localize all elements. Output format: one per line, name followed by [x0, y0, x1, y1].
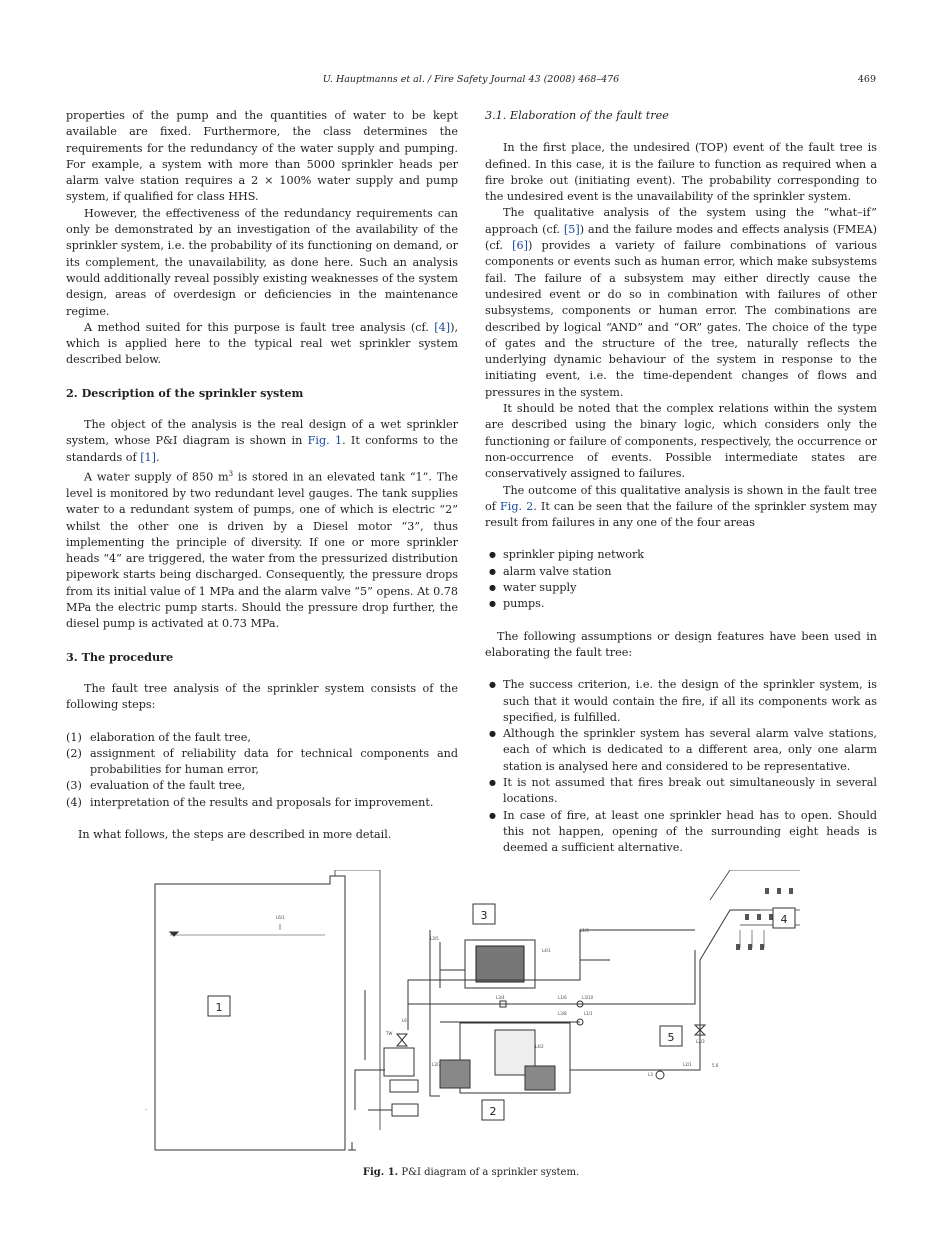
svg-text:L3/10: L3/10 — [582, 995, 594, 1000]
jockey-pump — [525, 1066, 555, 1090]
citation-link[interactable]: [4] — [434, 320, 451, 334]
right-column — [485, 108, 877, 856]
list-item: ● Although the sprinkler system has several alarm valve stations, each of which is dedicated to a different area, only one alarm station is analysed here and considered to be representative. — [485, 726, 877, 775]
svg-text:5.6: 5.6 — [712, 1063, 719, 1068]
list-item: ● pumps. — [485, 596, 877, 612]
diesel-engine — [476, 946, 524, 982]
drain-box — [390, 1080, 418, 1092]
svg-text:L1/6: L1/6 — [558, 995, 567, 1000]
citation-link[interactable]: [1] — [140, 450, 157, 464]
electric-pump — [440, 1060, 470, 1088]
list-item: (2) assignment of reliability data for technical components and probabilities for human error, — [66, 746, 458, 777]
svg-text:L2/1: L2/1 — [683, 1062, 692, 1067]
diesel-label: 3 — [480, 909, 488, 922]
pid-diagram — [140, 870, 800, 1160]
caption-label: Fig. 1. — [362, 1167, 399, 1178]
level-marker-icon — [170, 932, 178, 936]
valve-box — [384, 1048, 414, 1076]
assumptions-list — [485, 677, 877, 856]
paragraph: The following assumptions or design features have been used in elaborating the fault tree: — [485, 629, 877, 659]
paragraph: In what follows, the steps are described in more detail. — [78, 828, 392, 842]
paragraph: A water supply of 850 $m^3$ is stored in an elevated tank “1”. The level is monitored by two redundant level gauges. The tank supplies water to a redundant system of pumps, one of which is electric “2” whilst the other one is driven by a Diesel motor “3”, thus implementing the principle of diversity. If one or more sprinkler heads “4” are triggered, the water from the pressurized distribution pipework starts being discharged. Consequently, the pressure drops from its initial value of 1 MPa and the alarm valve “5” opens. At 0.78 MPa the electric pump starts. Should the pressure drop further, the diesel pump is activated at 0.73 MPa. — [66, 469, 459, 631]
list-item: (3) evaluation of the fault tree, — [66, 779, 246, 793]
subsection-heading: 3.1. Elaboration of the fault tree — [485, 109, 669, 122]
section-heading: 3. The procedure — [66, 649, 174, 664]
caption-text: P&I diagram of a sprinkler system. — [401, 1167, 580, 1178]
svg-text:L3: L3 — [648, 1072, 653, 1077]
figure-caption — [66, 1167, 876, 1178]
tank-outline — [155, 876, 345, 1150]
citation-link[interactable]: [6] — [512, 239, 528, 253]
svg-text:L4/2: L4/2 — [535, 1044, 544, 1049]
alarm-valve-label: 5 — [667, 1031, 675, 1044]
paragraph: It should be noted that the complex relations within the system are described using the binary logic, which considers only the functioning or failure of components, respectively, the occurrence or non-occurrence of events. Possible intermediate states are conservatively assigned to failures. — [485, 402, 877, 481]
svg-text:L3/7: L3/7 — [432, 1062, 441, 1067]
svg-text:L2/3: L2/3 — [696, 1039, 705, 1044]
page-number: 469 — [857, 74, 876, 85]
svg-text:-: - — [145, 1107, 147, 1113]
list-item: ● alarm valve station — [485, 564, 877, 580]
running-head: U. Hauptmanns et al. / Fire Safety Journal 43 (2008) 468–476 — [322, 74, 620, 85]
paragraph: The qualitative analysis of the system using the “what–if” approach (cf. [5]) and the failure modes and effects analysis (FMEA) (cf. [6]) provides a variety of failure combinations of various components or events such as human error, which make subsystems fail. The failure of a subsystem may either directly cause the undesired event or do so in combination with failures of other subsystems, components or human error. The combinations are described by logical “AND” and “OR” gates. The choice of the type of gates and the structure of the tree, naturally reflects the underlying dynamic behaviour of the system in response to the initiating event, i.e. the time-dependent changes of flows and pressures in the system. — [485, 206, 878, 399]
svg-text:TW: TW — [386, 1031, 393, 1036]
svg-text:L3/8: L3/8 — [558, 1011, 567, 1016]
electric-label: 2 — [489, 1105, 497, 1118]
paragraph: properties of the pump and the quantities of water to be kept available are fixed. Furthermore, the class determines the requirements for the redundancy of the water supply and pumping. For example, a system with more than 5000 sprinkler heads per alarm valve station requires a 2 × 100% water supply and pump system, if qualified for class HHS. — [66, 109, 458, 204]
svg-text:L1/3: L1/3 — [580, 928, 589, 933]
svg-text:L3/4: L3/4 — [496, 995, 505, 1000]
list-item: ● In case of fire, at least one sprinkler head has to open. Should this not happen, opening of the surrounding eight heads is deemed a sufficient alternative. — [485, 808, 877, 857]
tank-label: 1 — [215, 1001, 223, 1014]
list-item: ● The success criterion, i.e. the design of the sprinkler system, is such that it would contain the fire, if all its components work as specified, is fulfilled. — [485, 677, 877, 726]
steps-list — [66, 730, 458, 811]
svg-text:L3/5: L3/5 — [430, 936, 439, 941]
paragraph: A method suited for this purpose is fault tree analysis (cf. [4]), which is applied here to the typical real wet sprinkler system described below. — [66, 320, 458, 367]
svg-text:L6/1: L6/1 — [276, 915, 285, 920]
list-item: (1) elaboration of the fault tree, — [66, 730, 251, 744]
tank-vent — [335, 870, 380, 1130]
sprinkler-label: 4 — [780, 913, 788, 926]
drain-box — [392, 1104, 418, 1116]
list-item: (4) interpretation of the results and proposals for improvement. — [66, 795, 434, 809]
areas-list — [485, 547, 877, 612]
svg-text:L6: L6 — [402, 1018, 407, 1023]
paragraph: The object of the analysis is the real design of a wet sprinkler system, whose P&I diagram is shown in Fig. 1. It conforms to the standards of [1]. — [66, 418, 459, 464]
section-heading: 2. Description of the sprinkler system — [66, 385, 304, 400]
gauge-icon — [656, 1071, 664, 1079]
figure-link[interactable]: Fig. 1 — [307, 434, 343, 448]
valve-icon — [397, 1034, 407, 1046]
citation-link[interactable]: [5] — [563, 222, 580, 236]
paragraph: In the first place, the undesired (TOP) event of the fault tree is defined. In this case, it is the failure to function as required when a fire broke out (initiating event). The probability corresponding to the undesired event is the unavailability of the sprinkler system. — [485, 141, 877, 204]
paragraph: The outcome of this qualitative analysis is shown in the fault tree of Fig. 2. It can be seen that the failure of the sprinkler system may result from failures in any one of the four areas — [485, 483, 878, 530]
svg-text:L1/1: L1/1 — [584, 1011, 593, 1016]
paragraph: However, the effectiveness of the redundancy requirements can only be demonstrated by an investigation of the availability of the sprinkler system, i.e. the probability of its functioning on demand, or its complement, the unavailability, as done here. Such an analysis would additionally reveal possibly existing weaknesses of the system design, areas of overdesign or deficiencies in the maintenance regime. — [66, 206, 458, 318]
paragraph: The fault tree analysis of the sprinkler system consists of the following steps: — [66, 681, 458, 712]
list-item: ● water supply — [485, 580, 877, 596]
list-item: ● It is not assumed that fires break out simultaneously in several locations. — [485, 775, 877, 808]
svg-text:L4/1: L4/1 — [542, 948, 551, 953]
running-header — [66, 74, 876, 88]
figure-link[interactable]: Fig. 2 — [499, 499, 534, 513]
list-item: ● sprinkler piping network — [485, 547, 877, 563]
left-column — [66, 108, 458, 843]
